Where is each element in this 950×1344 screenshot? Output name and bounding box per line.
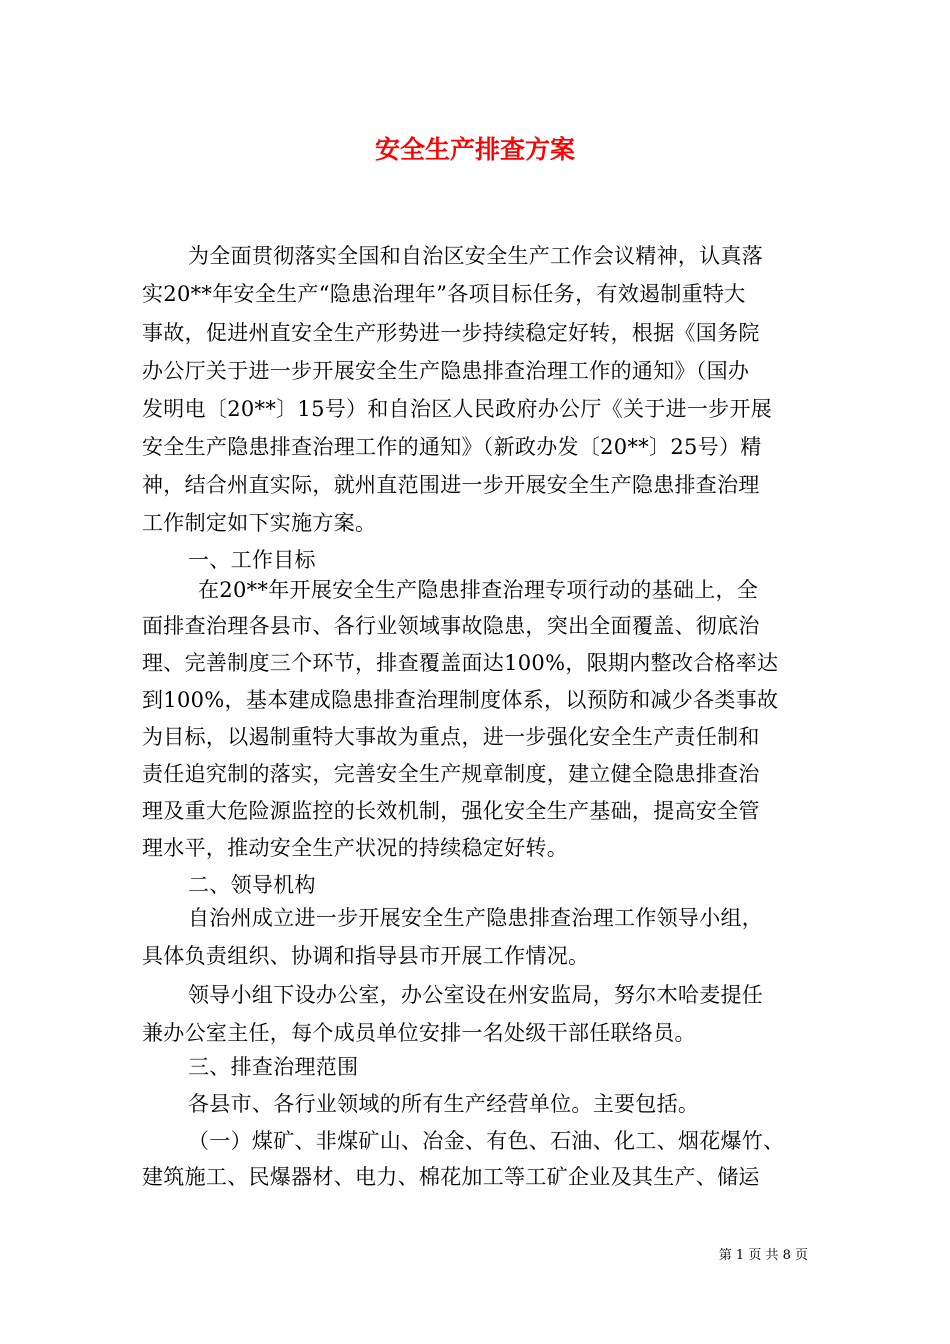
section-heading-scope: 三、排查治理范围: [188, 1055, 359, 1079]
paragraph-line: 事故，促进州直安全生产形势进一步持续稳定好转，根据《国务院: [142, 321, 760, 345]
paragraph-line: 在20**年开展安全生产隐患排查治理专项行动的基础上，全: [198, 578, 759, 602]
paragraph-line: 神，结合州直实际，就州直范围进一步开展安全生产隐患排查治理: [142, 473, 760, 497]
paragraph-line: 实20**年安全生产“隐患治理年”各项目标任务，有效遏制重特大: [142, 282, 746, 306]
paragraph-line: 理及重大危险源监控的长效机制，强化安全生产基础，提高安全管: [142, 799, 760, 823]
paragraph-line: 理水平，推动安全生产状况的持续稳定好转。: [142, 836, 568, 860]
paragraph-line: 建筑施工、民爆器材、电力、棉花加工等工矿企业及其生产、储运: [142, 1165, 760, 1189]
paragraph-line: 面排查治理各县市、各行业领域事故隐患，突出全面覆盖、彻底治: [142, 614, 760, 638]
paragraph-line: 到100%，基本建成隐患排查治理制度体系，以预防和减少各类事故: [142, 688, 779, 712]
paragraph-line: 发明电〔20**〕15号）和自治区人民政府办公厅《关于进一步开展: [142, 397, 773, 421]
paragraph-line: 为全面贯彻落实全国和自治区安全生产工作会议精神，认真落: [188, 244, 764, 268]
paragraph-line: 兼办公室主任，每个成员单位安排一名处级干部任联络员。: [142, 1021, 696, 1045]
paragraph-line: 各县市、各行业领域的所有生产经营单位。主要包括。: [188, 1092, 700, 1116]
paragraph-line: 责任追究制的落实，完善安全生产规章制度，建立健全隐患排查治: [142, 762, 760, 786]
page-number: 第 1 页 共 8 页: [718, 1248, 808, 1263]
paragraph-line: 理、完善制度三个环节，排查覆盖面达100%，限期内整改合格率达: [142, 651, 779, 675]
paragraph-line: 具体负责组织、协调和指导县市开展工作情况。: [142, 944, 590, 968]
section-heading-leadership: 二、领导机构: [188, 873, 316, 897]
section-heading-goals: 一、工作目标: [188, 548, 316, 572]
paragraph-line: 安全生产隐患排查治理工作的通知》（新政办发〔20**〕25号）精: [142, 435, 762, 459]
paragraph-line: 办公厅关于进一步开展安全生产隐患排查治理工作的通知》（国办: [142, 359, 750, 383]
paragraph-line: 领导小组下设办公室，办公室设在州安监局，努尔木哈麦提任: [188, 983, 764, 1007]
document-title: 安全生产排查方案: [374, 135, 575, 164]
paragraph-line: 自治州成立进一步开展安全生产隐患排查治理工作领导小组，: [188, 906, 764, 930]
paragraph-line: （一）煤矿、非煤矿山、冶金、有色、石油、化工、烟花爆竹、: [188, 1129, 785, 1153]
paragraph-line: 工作制定如下实施方案。: [142, 511, 377, 535]
paragraph-line: 为目标，以遏制重特大事故为重点，进一步强化安全生产责任制和: [142, 725, 760, 749]
